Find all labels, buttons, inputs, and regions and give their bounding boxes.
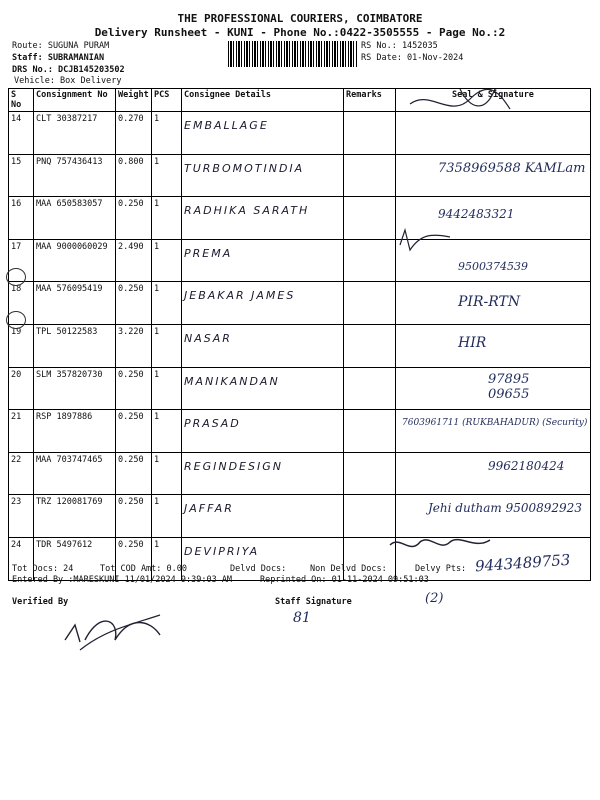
table-row — [9, 367, 591, 410]
cell-remarks — [344, 452, 396, 495]
verifier-signature — [60, 600, 170, 660]
cell-consignment: TDR 5497612 — [34, 537, 116, 580]
cell-pcs: 1 — [152, 452, 182, 495]
cell-signature — [396, 452, 591, 495]
cell-consignee — [182, 324, 344, 367]
signature-handwriting: 9962180424 — [488, 458, 565, 473]
barcode — [228, 41, 358, 67]
cell-weight: 2.490 — [116, 239, 152, 282]
delivered-docs: Delvd Docs: — [230, 564, 287, 574]
signature-handwriting: 7603961711 (RUKBAHADUR) (Security) — [402, 418, 588, 429]
col-header-sno: S No — [9, 89, 34, 112]
cell-pcs: 1 — [152, 495, 182, 538]
cell-consignment: RSP 1897886 — [34, 410, 116, 453]
table-row — [9, 197, 591, 240]
cell-sno: 18 — [9, 282, 34, 325]
signature-scribble — [385, 530, 495, 560]
col-header-remarks: Remarks — [344, 89, 396, 112]
consignee-handwriting: MANIKANDAN — [184, 374, 280, 388]
non-delivered-docs: Non Delvd Docs: — [310, 564, 387, 574]
cell-pcs: 1 — [152, 537, 182, 580]
cell-consignment: MAA 9000060029 — [34, 239, 116, 282]
circled-mark — [6, 311, 26, 329]
col-header-pcs: PCS — [152, 89, 182, 112]
cell-pcs: 1 — [152, 197, 182, 240]
signature-handwriting: 97895 09655 — [488, 371, 530, 402]
consignee-handwriting: REGINDESIGN — [184, 459, 283, 473]
cell-signature — [396, 410, 591, 453]
col-header-weight: Weight — [116, 89, 152, 112]
cell-pcs: 1 — [152, 112, 182, 155]
signature-handwriting: PIR-RTN — [458, 294, 521, 311]
col-header-consignee: Consignee Details — [182, 89, 344, 112]
rs-date: RS Date: 01-Nov-2024 — [361, 53, 464, 63]
table-row — [9, 239, 591, 282]
signature-handwriting: 7358969588 KAMLam — [438, 160, 586, 176]
col-header-consignment: Consignment No — [34, 89, 116, 112]
consignee-handwriting: DEVIPRIYA — [184, 544, 260, 558]
tot-cod-amount: Tot COD Amt: 0.00 — [100, 564, 187, 574]
cell-signature — [396, 154, 591, 197]
circled-mark — [6, 268, 26, 286]
cell-consignment: TRZ 120081769 — [34, 495, 116, 538]
cell-weight: 0.270 — [116, 112, 152, 155]
cell-remarks — [344, 154, 396, 197]
cell-pcs: 1 — [152, 282, 182, 325]
cell-consignment: TPL 50122583 — [34, 324, 116, 367]
cell-weight: 0.250 — [116, 452, 152, 495]
cell-remarks — [344, 239, 396, 282]
cell-sno: 17 — [9, 239, 34, 282]
cell-sno: 16 — [9, 197, 34, 240]
cell-consignee — [182, 154, 344, 197]
cell-consignee — [182, 410, 344, 453]
cell-signature — [396, 367, 591, 410]
cell-remarks — [344, 197, 396, 240]
cell-weight: 0.250 — [116, 537, 152, 580]
consignee-handwriting: EMBALLAGE — [184, 119, 269, 132]
cell-signature — [396, 324, 591, 367]
cell-signature — [396, 282, 591, 325]
table-row — [9, 324, 591, 367]
table-row — [9, 495, 591, 538]
cell-sno: 23 — [9, 495, 34, 538]
cell-consignment: SLM 357820730 — [34, 367, 116, 410]
cell-pcs: 1 — [152, 410, 182, 453]
staff-signature-label: Staff Signature — [275, 597, 352, 607]
cell-weight: 0.800 — [116, 154, 152, 197]
page-circled-number: (2) — [425, 591, 444, 606]
table-row — [9, 154, 591, 197]
signature-handwriting: 9500374539 — [458, 259, 528, 273]
cell-consignment: MAA 650583057 — [34, 197, 116, 240]
route-label: Route: SUGUNA PURAM — [12, 41, 110, 51]
signature-scribble — [395, 225, 455, 255]
cell-sno: 19 — [9, 324, 34, 367]
col-header-signature: Seal & Signature — [396, 89, 591, 112]
entered-by: Entered By :MARESKUNI 11/01/2024 9:39:03 AM — [12, 575, 233, 585]
cell-pcs: 1 — [152, 324, 182, 367]
cell-pcs: 1 — [152, 239, 182, 282]
cell-sno: 21 — [9, 410, 34, 453]
staff-label: Staff: SUBRAMANIAN — [12, 53, 105, 63]
cell-consignee — [182, 197, 344, 240]
consignee-handwriting: PRASAD — [184, 417, 241, 431]
signature-handwriting: 9442483321 — [438, 207, 515, 222]
verified-by-label: Verified By — [12, 597, 69, 607]
company-title: THE PROFESSIONAL COURIERS, COIMBATORE — [177, 12, 423, 25]
staff-signature-handwriting: 81 — [293, 610, 311, 626]
cell-consignee — [182, 452, 344, 495]
cell-consignment: PNQ 757436413 — [34, 154, 116, 197]
cell-remarks — [344, 324, 396, 367]
runsheet-table — [8, 88, 591, 581]
consignee-handwriting: JEBAKAR JAMES — [184, 289, 296, 303]
cell-consignee — [182, 112, 344, 155]
cell-consignment: CLT 30387217 — [34, 112, 116, 155]
cell-remarks — [344, 367, 396, 410]
cell-sno: 22 — [9, 452, 34, 495]
cell-consignee — [182, 282, 344, 325]
cell-weight: 0.250 — [116, 197, 152, 240]
cell-weight: 0.250 — [116, 495, 152, 538]
cell-sno: 14 — [9, 112, 34, 155]
consignee-handwriting: JAFFAR — [184, 502, 234, 516]
cell-consignment: MAA 703747465 — [34, 452, 116, 495]
signature-scribble — [400, 84, 520, 124]
cell-remarks — [344, 410, 396, 453]
cell-pcs: 1 — [152, 367, 182, 410]
cell-sno: 20 — [9, 367, 34, 410]
table-row — [9, 452, 591, 495]
drs-label: DRS No.: DCJB145203502 — [12, 65, 125, 75]
runsheet-subtitle: Delivery Runsheet - KUNI - Phone No.:0422-3505555 - Page No.:2 — [94, 26, 506, 39]
signature-handwriting: HIR — [458, 334, 487, 351]
cell-sno: 24 — [9, 537, 34, 580]
vehicle-label: Vehicle: Box Delivery — [14, 76, 122, 86]
cell-sno: 15 — [9, 154, 34, 197]
consignee-handwriting: PREMA — [184, 246, 233, 260]
cell-consignee — [182, 239, 344, 282]
cell-weight: 3.220 — [116, 324, 152, 367]
cell-consignee — [182, 367, 344, 410]
cell-weight: 0.250 — [116, 410, 152, 453]
signature-handwriting: Jehi dutham 9500892923 — [428, 501, 582, 516]
cell-weight: 0.250 — [116, 282, 152, 325]
cell-remarks — [344, 282, 396, 325]
consignee-handwriting: TURBOMOTINDIA — [184, 161, 305, 175]
cell-pcs: 1 — [152, 154, 182, 197]
cell-consignee — [182, 495, 344, 538]
tot-docs: Tot Docs: 24 — [12, 564, 74, 574]
rs-number: RS No.: 1452035 — [361, 41, 438, 51]
delivery-points: Delvy Pts: — [415, 564, 467, 574]
delivery-points-handwriting: 9443489753 — [474, 550, 571, 576]
cell-remarks — [344, 112, 396, 155]
cell-weight: 0.250 — [116, 367, 152, 410]
consignee-handwriting: RADHIKA SARATH — [184, 204, 310, 218]
cell-consignment: MAA 576095419 — [34, 282, 116, 325]
table-row — [9, 282, 591, 325]
consignee-handwriting: NASAR — [184, 331, 232, 345]
table-row — [9, 410, 591, 453]
reprinted-on: Reprinted On: 01-11-2024 09:51:03 — [260, 575, 429, 585]
